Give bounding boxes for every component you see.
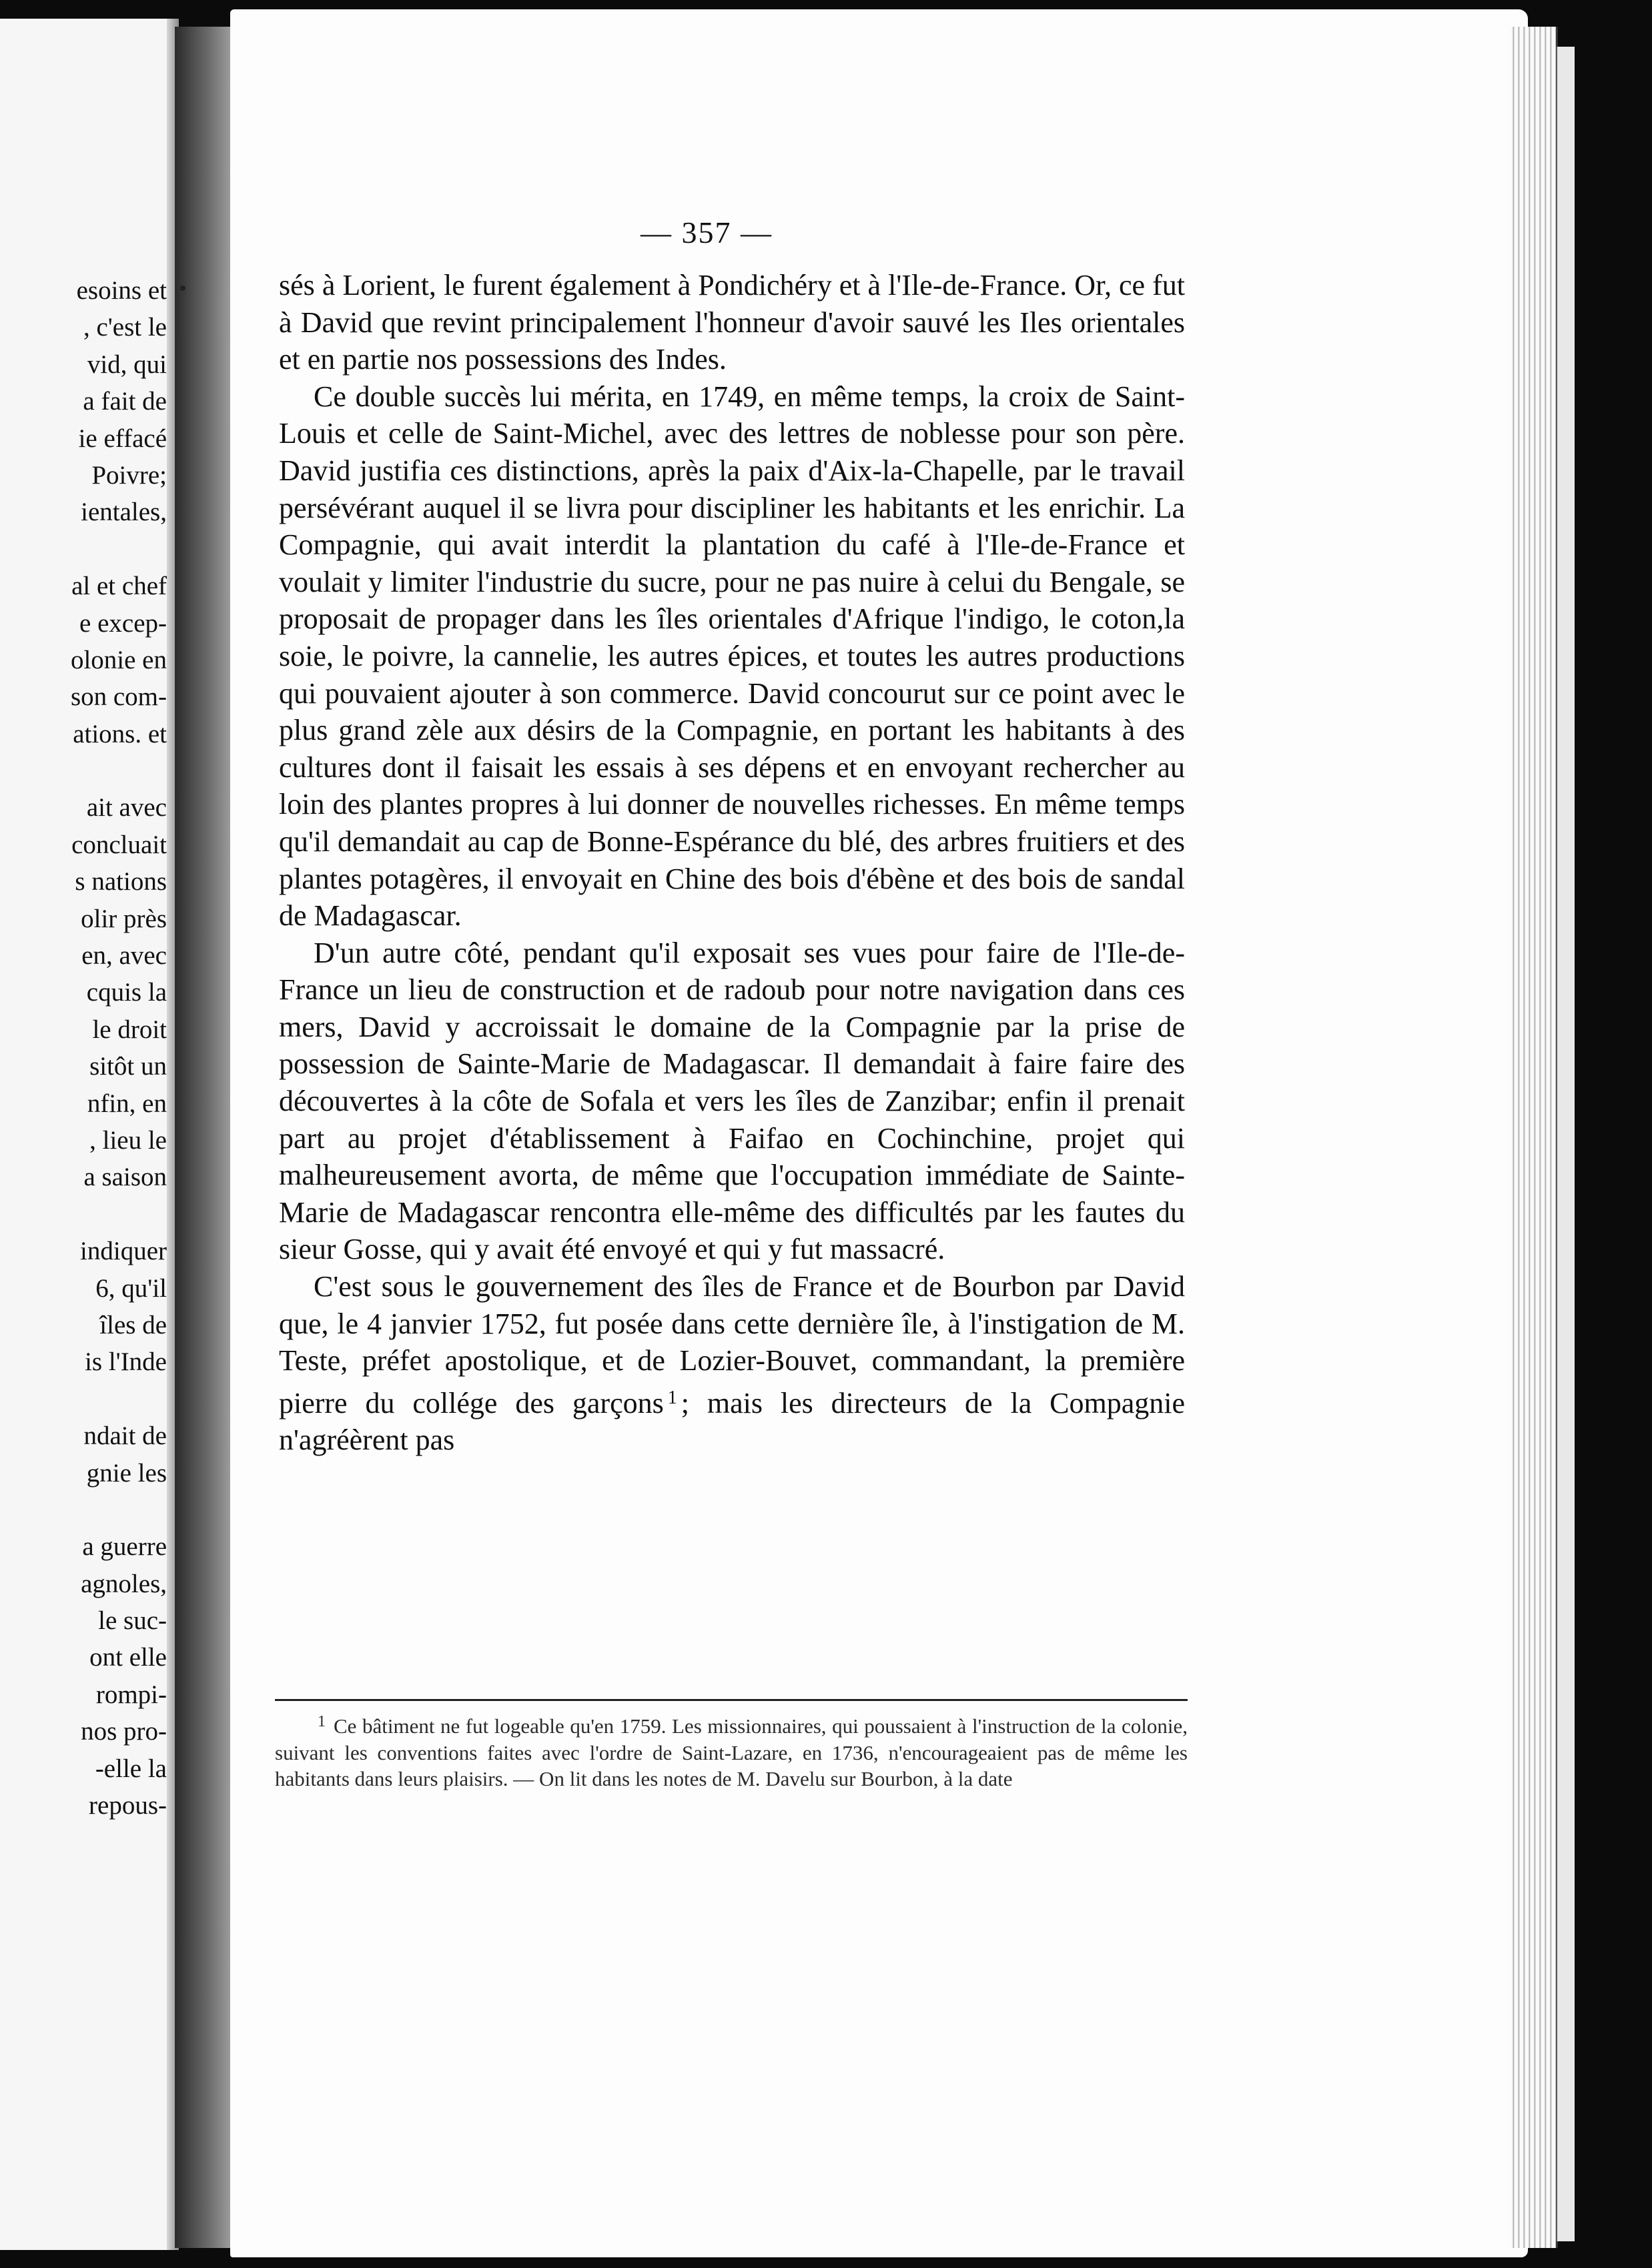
footnote-separator bbox=[275, 1699, 1188, 1701]
previous-page-fragment bbox=[0, 19, 179, 2250]
previous-page-line bbox=[0, 1196, 167, 1233]
previous-page-line: a fait de bbox=[83, 387, 167, 416]
page-edges bbox=[1509, 27, 1558, 2248]
previous-page-line: concluait bbox=[71, 830, 167, 859]
previous-page-line: esoins et bbox=[76, 276, 167, 305]
previous-page-line: ations. et bbox=[73, 719, 167, 748]
previous-page-line: Poivre; bbox=[91, 460, 167, 490]
paragraph-text: C'est sous le gouvernement des îles de France et de Bourbon par David que, le 4 janvier 1752, fut posée dans cette dernière île, à l'instigation de M. Teste, préfet apostolique, et de Lozier-Bouvet, commandant, la première pierre du collége des garçons bbox=[279, 1270, 1185, 1420]
footnote-mark: 1 bbox=[318, 1713, 326, 1730]
previous-page-line: ie effacé bbox=[78, 424, 167, 453]
previous-page-line: ientales, bbox=[81, 498, 167, 527]
previous-page-line: s nations bbox=[75, 867, 167, 897]
footnote bbox=[275, 1709, 1188, 1792]
page-number: — 357 — bbox=[641, 215, 773, 249]
previous-page-line: al et chef bbox=[71, 572, 167, 601]
previous-page-line bbox=[0, 1381, 167, 1418]
previous-page-line: sitôt un bbox=[89, 1052, 167, 1081]
previous-page-line: vid, qui bbox=[87, 350, 167, 379]
previous-page-line: nfin, en bbox=[87, 1089, 167, 1118]
book-cover-edge bbox=[1556, 47, 1575, 2241]
previous-page-line: ndait de bbox=[83, 1422, 167, 1451]
previous-page-line: a guerre bbox=[82, 1532, 167, 1562]
previous-page-line: rompi- bbox=[95, 1680, 167, 1709]
previous-page-line: a saison bbox=[83, 1163, 167, 1192]
previous-page-line: îles de bbox=[99, 1310, 167, 1339]
previous-page-line: indiquer bbox=[80, 1237, 167, 1266]
previous-page-line: le suc- bbox=[98, 1606, 167, 1636]
previous-page-line: olonie en bbox=[70, 645, 167, 674]
paragraph: sés à Lorient, le furent également à Pondichéry et à l'Ile-de-France. Or, ce fut à David que revint principalement l'honneur d'avoir sauvé les Iles orientales et en partie nos possessions des Indes. bbox=[279, 269, 1185, 376]
previous-page-line: agnoles, bbox=[81, 1569, 167, 1598]
book-gutter bbox=[175, 27, 236, 2248]
previous-page-line: nos pro- bbox=[81, 1717, 167, 1746]
previous-page-line: -elle la bbox=[95, 1754, 167, 1783]
previous-page-line: repous- bbox=[89, 1791, 167, 1820]
previous-page-line bbox=[0, 531, 167, 568]
paragraph-text-continued: ; mais les directeurs de la Compagnie n'agréèrent pas bbox=[279, 1386, 1185, 1457]
paragraph: D'un autre côté, pendant qu'il exposait ses vues pour faire de l'Ile-de-France un lieu de construction et de radoub pour notre navigation dans ces mers, David y accroissait le domaine de la Compagnie par la prise de possession de Sainte-Marie de Madagascar. Il demandait à faire faire des découvertes à la côte de Sofala et vers les îles de Zanzibar; enfin il prenait part au projet d'établissement à Faifao en Cochinchine, projet qui malheureusement avorta, de même que l'occupation immédiate de Sainte-Marie de Madagascar rencontra elle-même des difficultés par les fautes du sieur Gosse, qui y avait été envoyé et qui y fut massacré. bbox=[279, 936, 1185, 1266]
previous-page-line: is l'Inde bbox=[85, 1347, 167, 1377]
previous-page-line: le droit bbox=[92, 1015, 167, 1044]
previous-page-line: e excep- bbox=[79, 608, 167, 638]
paragraph bbox=[279, 1268, 1185, 1459]
previous-page-line: , c'est le bbox=[83, 313, 167, 342]
previous-page-line: ait avec bbox=[86, 793, 167, 822]
previous-page-line bbox=[0, 752, 167, 789]
previous-page-line bbox=[0, 1492, 167, 1528]
footnote-text: Ce bâtiment ne fut logeable qu'en 1759. Les missionnaires, qui poussaient à l'instruction de la colonie, suivant les conventions faites avec l'ordre de Saint-Lazare, en 1736, n'encourageaient pas de même les habitants dans leurs plaisirs. — On lit dans les notes de M. Davelu sur Bourbon, à la date bbox=[275, 1714, 1188, 1790]
footnotes bbox=[275, 1709, 1188, 1792]
paragraph: Ce double succès lui mérita, en 1749, en même temps, la croix de Saint-Louis et celle de Saint-Michel, avec des lettres de noblesse pour son père. David justifia ces distinctions, après la paix d'Aix-la-Chapelle, par le travail persévérant auquel il se livra pour discipliner les habitants et les enrichir. La Compagnie, qui avait interdit la plantation du café à l'Ile-de-France et voulait y limiter l'industrie du sucre, pour ne pas nuire à celui du Bengale, se proposait de propager dans les îles orientales d'Afrique l'indigo, le coton,la soie, le poivre, la cannelie, les autres épices, et toutes les autres productions qui pouvaient ajouter à son commerce. David concourut sur ce point avec le plus grand zèle aux désirs de la Compagnie, en portant les habitants à des cultures dont il faisait les essais à ses dépens et en envoyant rechercher au loin des plantes propres à lui donner de nouvelles richesses. En même temps qu'il demandait au cap de Bonne-Espérance du blé, des arbres fruitiers et des plantes potagères, il envoyait en Chine des bois d'ébène et des bois de sandal de Madagascar. bbox=[279, 380, 1185, 933]
page-body-text bbox=[279, 267, 1185, 1459]
margin-speck bbox=[180, 286, 185, 291]
previous-page-line: cquis la bbox=[86, 978, 167, 1007]
previous-page-line: , lieu le bbox=[89, 1125, 167, 1155]
previous-page-line: 6, qu'il bbox=[95, 1273, 167, 1303]
previous-page-line: son com- bbox=[70, 682, 167, 712]
previous-page-line: olir près bbox=[81, 904, 167, 933]
previous-page-line: gnie les bbox=[86, 1458, 167, 1488]
footnote-reference: 1 bbox=[667, 1387, 677, 1408]
previous-page-line: ont elle bbox=[89, 1643, 167, 1672]
previous-page-line: en, avec bbox=[81, 941, 167, 971]
previous-page-lines bbox=[0, 272, 167, 1824]
